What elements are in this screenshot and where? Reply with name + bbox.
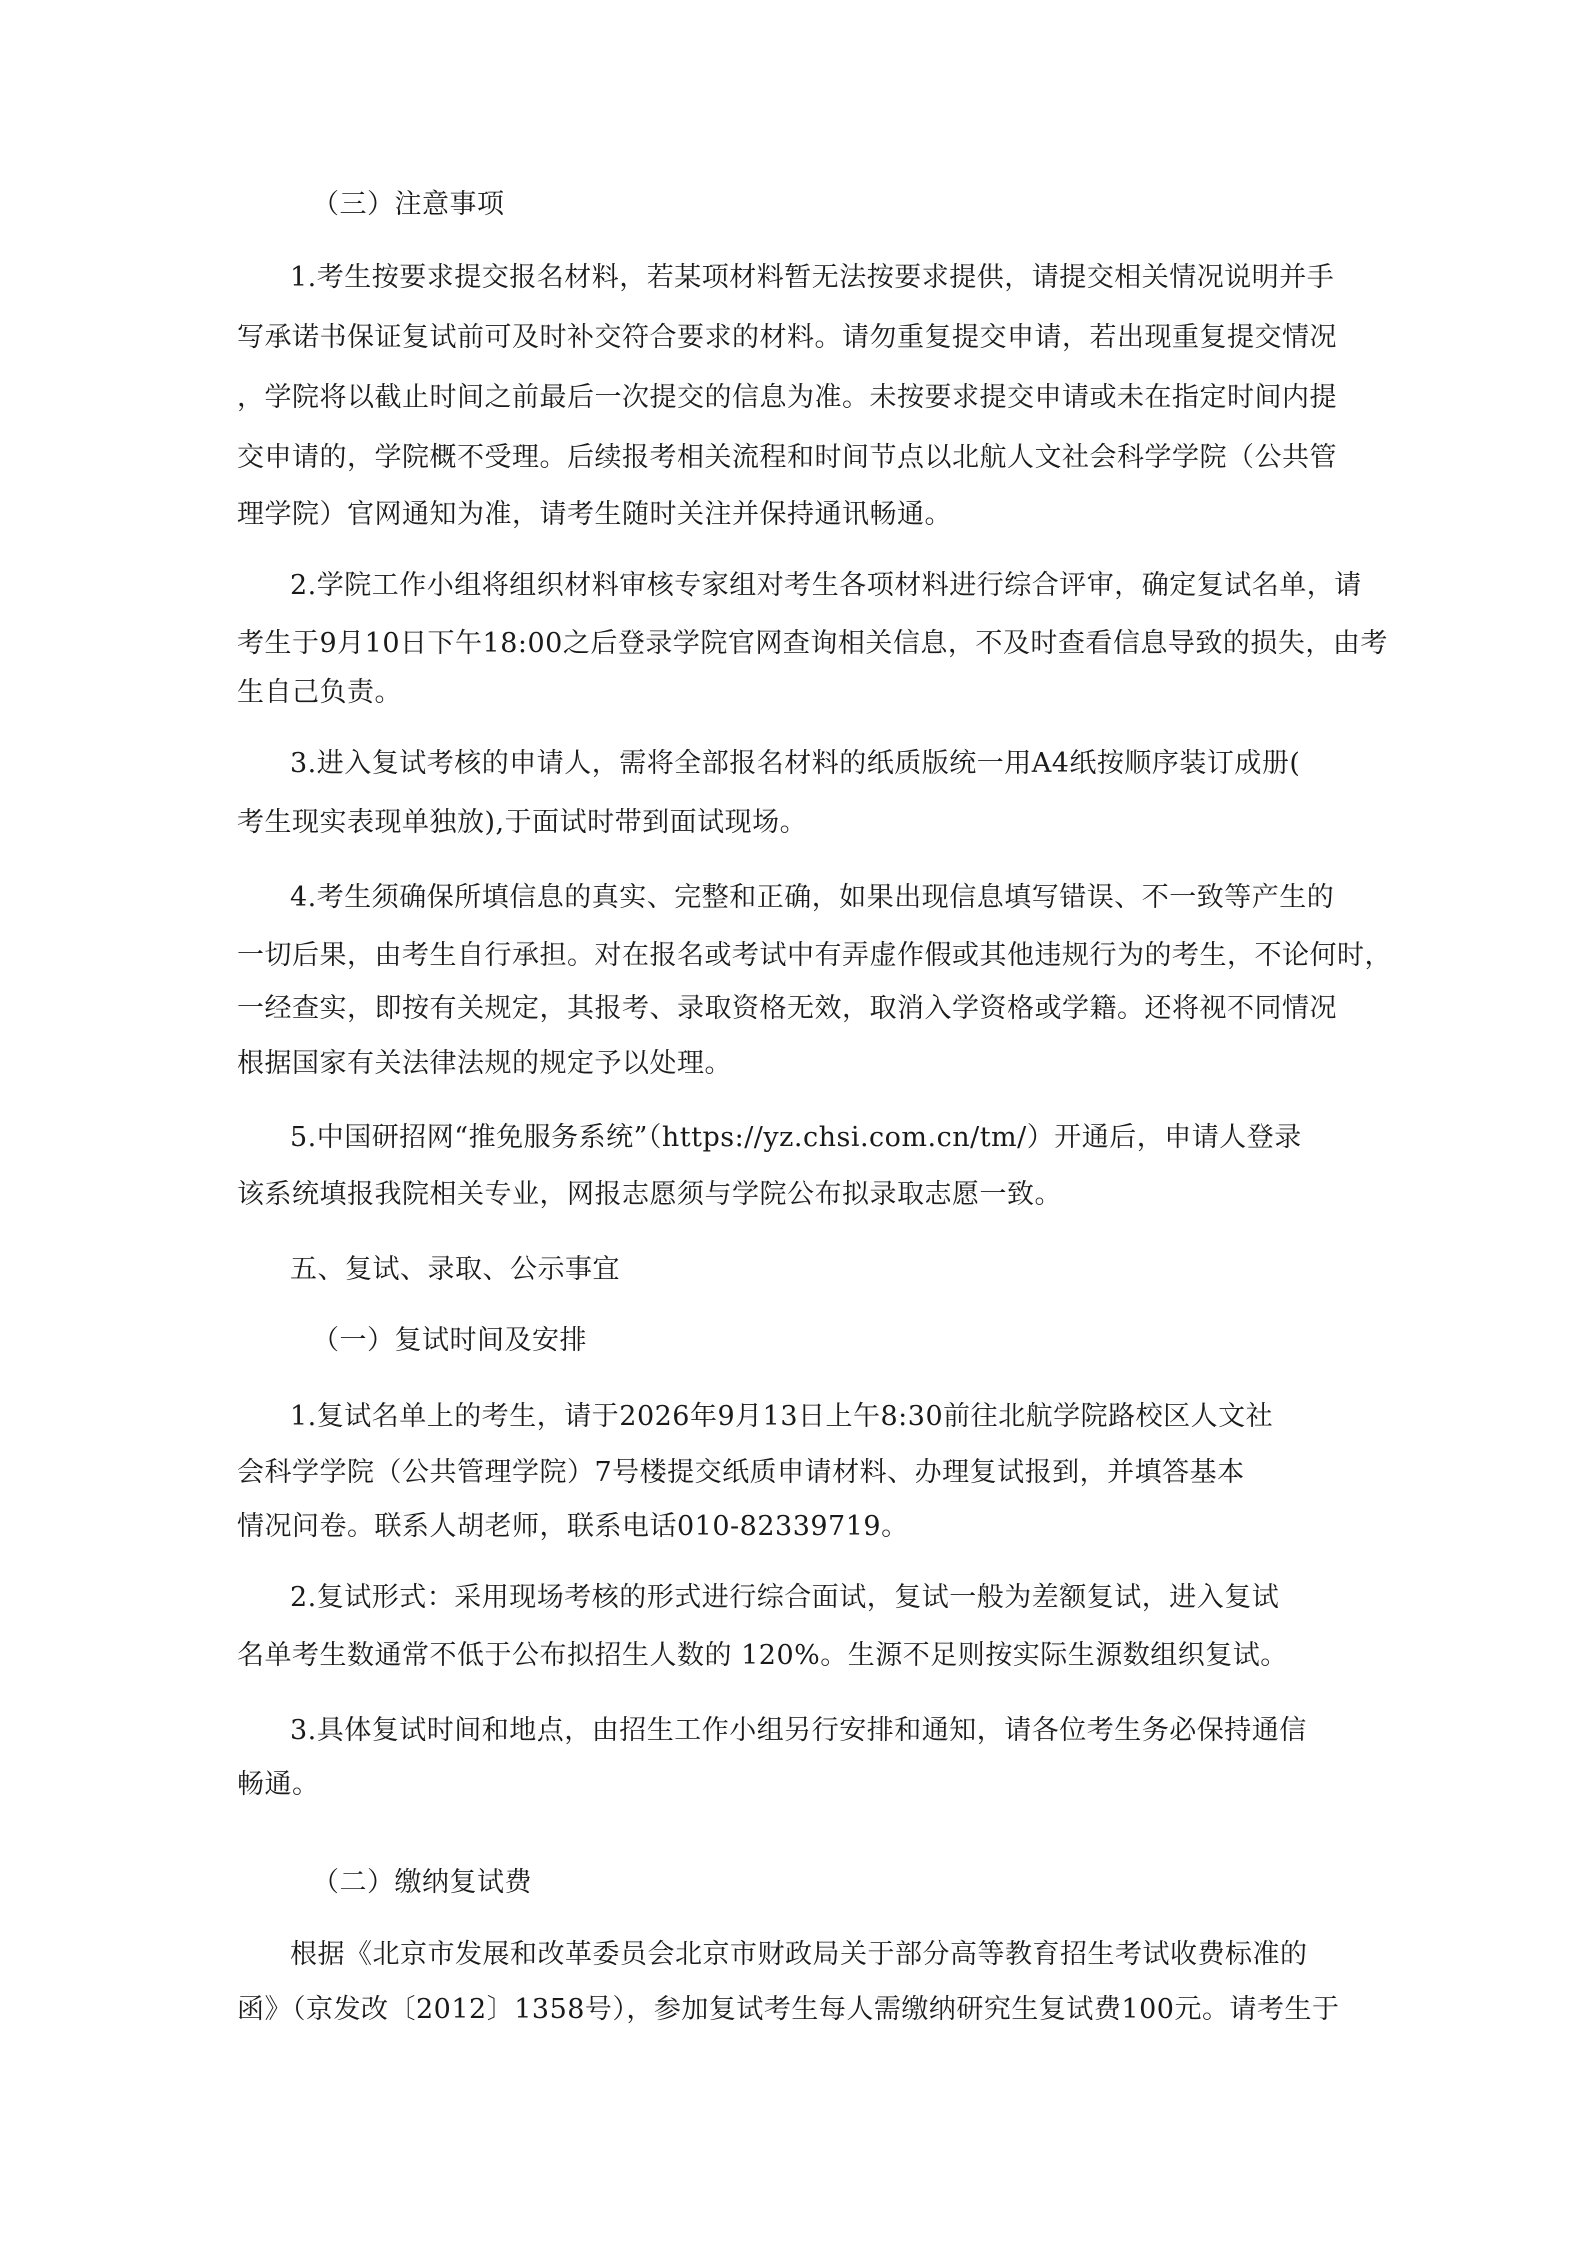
paragraph-line: 3.进入复试考核的申请人，需将全部报名材料的纸质版统一用A4纸按顺序装订成册( <box>290 748 1301 779</box>
paragraph-line: 2.复试形式：采用现场考核的形式进行综合面试，复试一般为差额复试，进入复试 <box>290 1582 1280 1613</box>
paragraph-line: 根据《北京市发展和改革委员会北京市财政局关于部分高等教育招生考试收费标准的 <box>290 1939 1308 1970</box>
section-heading-notes: （三）注意事项 <box>312 189 505 220</box>
paragraph-line: 理学院）官网通知为准，请考生随时关注并保持通讯畅通。 <box>237 499 952 530</box>
paragraph-line: 考生于9月10日下午18:00之后登录学院官网查询相关信息，不及时查看信息导致的损失，由考 <box>237 628 1388 659</box>
subsection-heading-fee: （二）缴纳复试费 <box>312 1867 532 1898</box>
paragraph-line: 情况问卷。联系人胡老师，联系电话010-82339719。 <box>237 1511 909 1542</box>
paragraph-line: 生自己负责。 <box>237 677 402 708</box>
paragraph-line: 名单考生数通常不低于公布拟招生人数的 120%。生源不足则按实际生源数组织复试。 <box>237 1640 1288 1671</box>
paragraph-line: 函》（京发改〔2012〕1358号），参加复试考生每人需缴纳研究生复试费100元。请考生于 <box>237 1994 1340 2025</box>
paragraph-line: 考生现实表现单独放),于面试时带到面试现场。 <box>237 807 808 838</box>
paragraph-line: 一经查实，即按有关规定，其报考、录取资格无效，取消入学资格或学籍。还将视不同情况 <box>237 993 1337 1024</box>
paragraph-line: 会科学学院（公共管理学院）7号楼提交纸质申请材料、办理复试报到，并填答基本 <box>237 1457 1245 1488</box>
paragraph-line: 3.具体复试时间和地点，由招生工作小组另行安排和通知，请各位考生务必保持通信 <box>290 1715 1307 1746</box>
paragraph-line: 写承诺书保证复试前可及时补交符合要求的材料。请勿重复提交申请，若出现重复提交情况 <box>237 322 1337 353</box>
paragraph-line: 交申请的，学院概不受理。后续报考相关流程和时间节点以北航人文社会科学学院（公共管 <box>237 442 1337 473</box>
paragraph-line: 该系统填报我院相关专业，网报志愿须与学院公布拟录取志愿一致。 <box>237 1179 1062 1210</box>
paragraph-line: ，学院将以截止时间之前最后一次提交的信息为准。未按要求提交申请或未在指定时间内提 <box>237 382 1337 413</box>
section-heading-retest: 五、复试、录取、公示事宜 <box>290 1254 620 1285</box>
paragraph-line: 一切后果，由考生自行承担。对在报名或考试中有弄虚作假或其他违规行为的考生，不论何时， <box>237 940 1392 971</box>
paragraph-line: 畅通。 <box>237 1769 320 1800</box>
paragraph-line: 4.考生须确保所填信息的真实、完整和正确，如果出现信息填写错误、不一致等产生的 <box>290 882 1335 913</box>
paragraph-line: 5.中国研招网“推免服务系统”（https://yz.chsi.com.cn/tm/）开通后，申请人登录 <box>290 1122 1302 1153</box>
subsection-heading-schedule: （一）复试时间及安排 <box>312 1325 587 1356</box>
paragraph-line: 1.复试名单上的考生，请于2026年9月13日上午8:30前往北航学院路校区人文社 <box>290 1401 1274 1432</box>
paragraph-line: 根据国家有关法律法规的规定予以处理。 <box>237 1048 732 1079</box>
paragraph-line: 2.学院工作小组将组织材料审核专家组对考生各项材料进行综合评审，确定复试名单，请 <box>290 570 1362 601</box>
paragraph-line: 1.考生按要求提交报名材料，若某项材料暂无法按要求提供，请提交相关情况说明并手 <box>290 262 1335 293</box>
